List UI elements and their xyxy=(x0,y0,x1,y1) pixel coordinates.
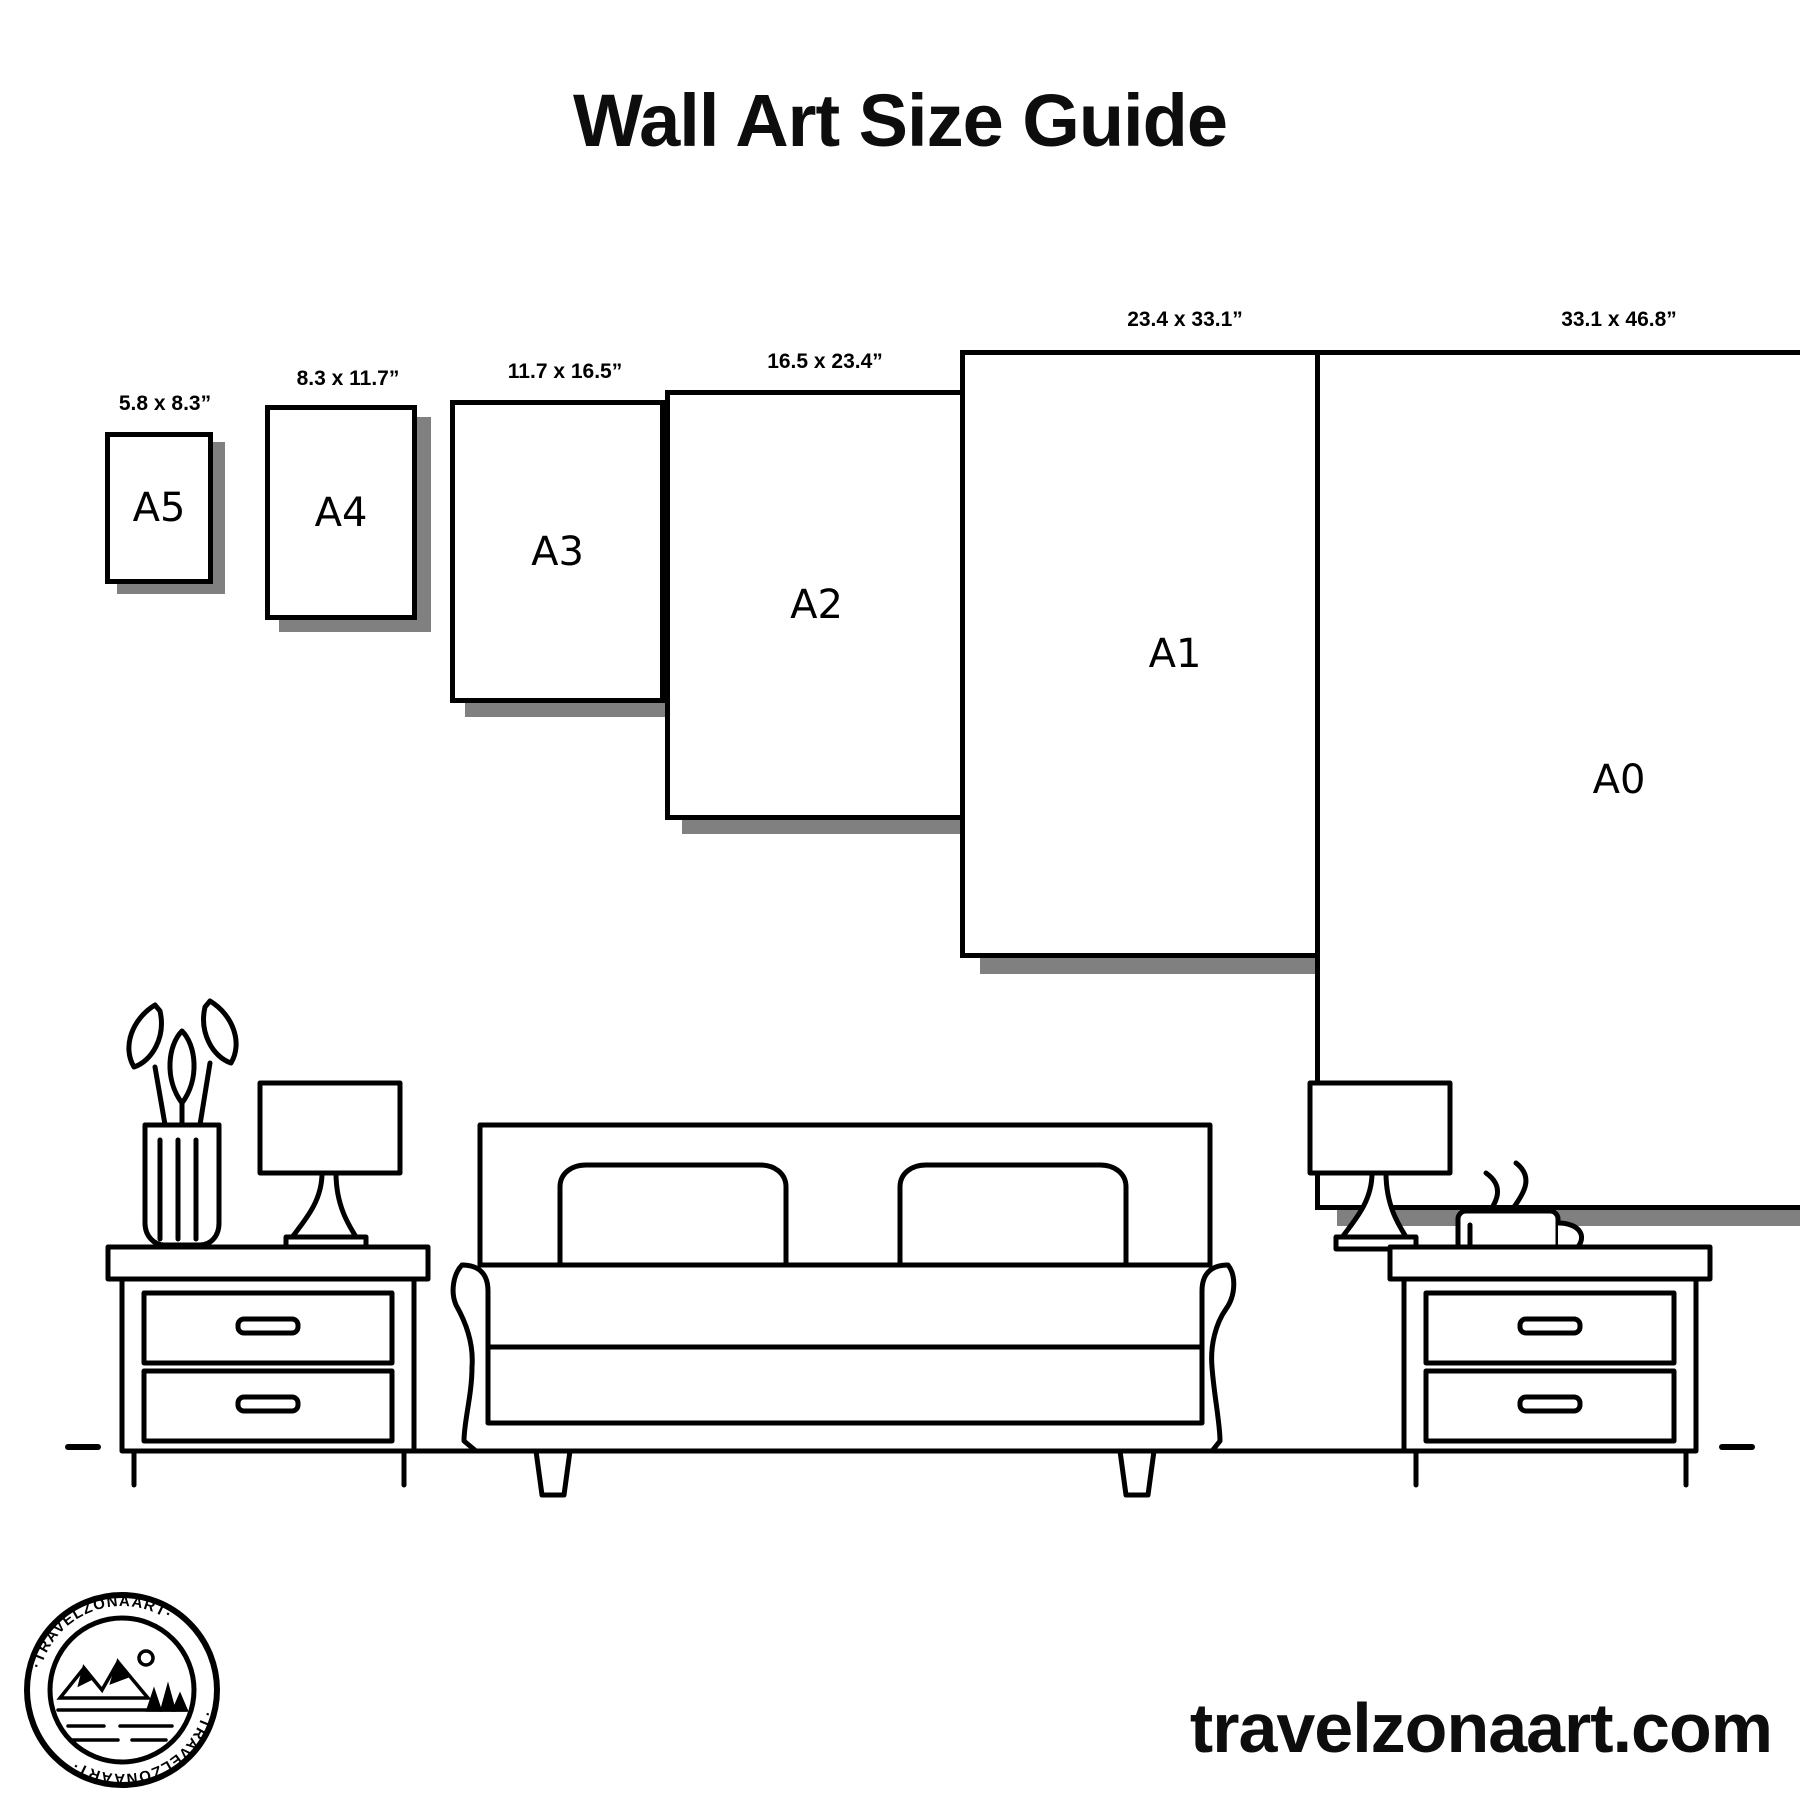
frame-label: A4 xyxy=(314,489,368,536)
frame-dimension-label: 16.5 x 23.4” xyxy=(767,350,883,373)
bedroom-furniture-illustration xyxy=(60,975,1760,1535)
frame-dimension-label: 33.1 x 46.8” xyxy=(1561,308,1677,331)
brand-logo xyxy=(22,1590,222,1790)
frame-group-a3 xyxy=(450,360,680,720)
page-title: Wall Art Size Guide xyxy=(573,79,1227,162)
frame-label: A2 xyxy=(790,582,843,628)
right-table-lamp-icon xyxy=(1310,1083,1450,1249)
frame-label: A3 xyxy=(531,528,584,575)
frame-label: A5 xyxy=(132,485,186,531)
frame-box-a2[interactable] xyxy=(665,390,968,820)
frame-dimension-label: 11.7 x 16.5” xyxy=(507,360,623,383)
frame-label: A1 xyxy=(1148,631,1202,677)
frame-group-a2 xyxy=(665,350,985,840)
frame-label: A0 xyxy=(1592,757,1646,803)
right-nightstand-icon xyxy=(1390,1247,1710,1485)
frame-box-a4[interactable] xyxy=(265,405,417,620)
website-url: travelzonaart.com xyxy=(1189,1689,1772,1767)
frame-dimension-label: 8.3 x 11.7” xyxy=(296,367,400,390)
frame-box-a3[interactable] xyxy=(450,400,665,703)
frame-size-row xyxy=(0,280,1800,1020)
svg-text:·TRAVELZONAART·: ·TRAVELZONAART· xyxy=(28,1592,176,1671)
frame-dimension-label: 5.8 x 8.3” xyxy=(118,392,212,415)
left-table-lamp-icon xyxy=(260,1083,400,1249)
frame-group-a5 xyxy=(105,392,225,600)
frame-box-a5[interactable] xyxy=(105,432,213,584)
frame-dimension-label: 23.4 x 33.1” xyxy=(1127,308,1243,331)
svg-text:·TRAVELZONAART·: ·TRAVELZONAART· xyxy=(68,1709,216,1788)
frame-group-a4 xyxy=(265,367,431,635)
vase-with-flowers-icon xyxy=(129,1001,236,1245)
